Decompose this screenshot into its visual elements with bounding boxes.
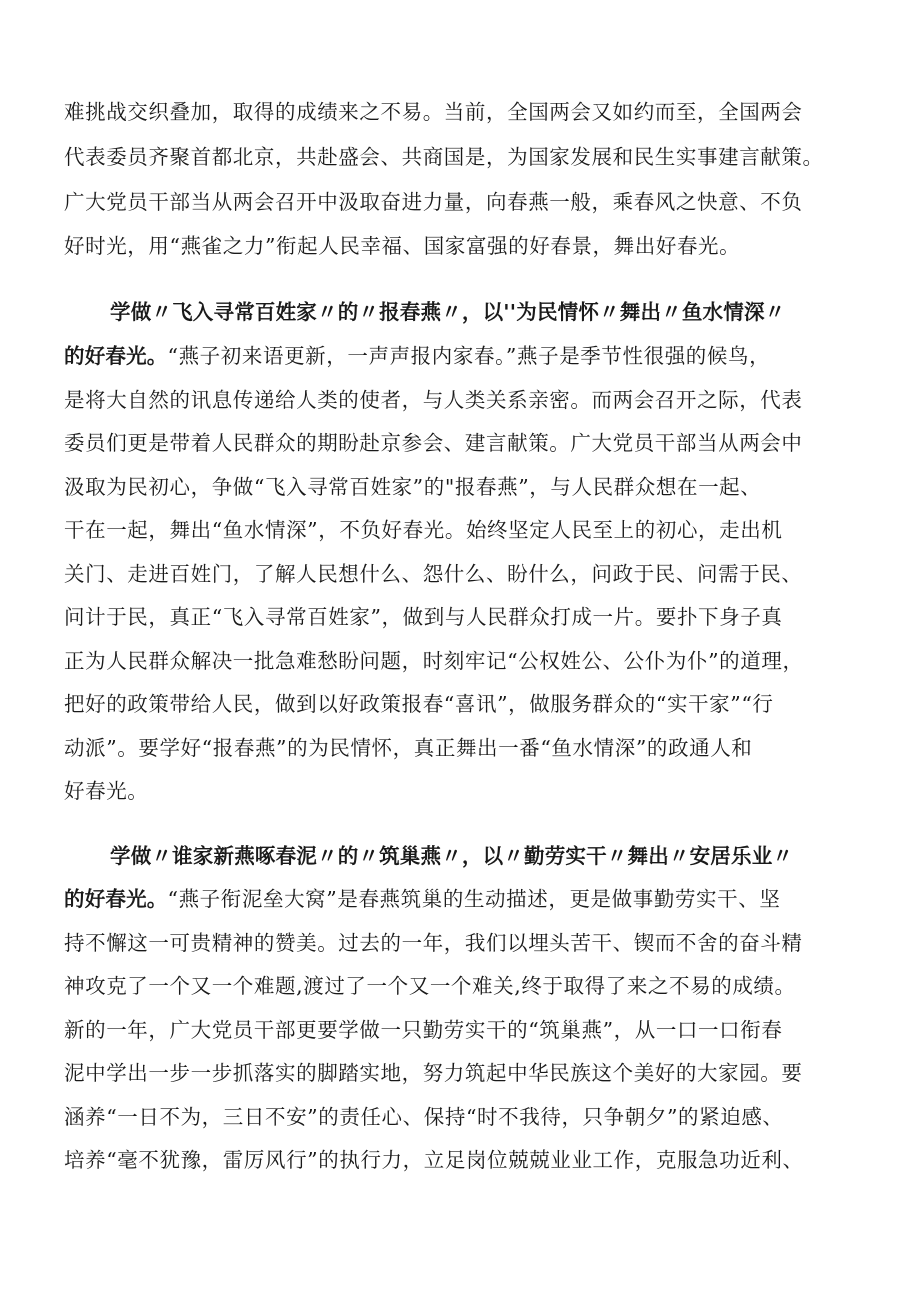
section2-heading-end: 的好春光。 <box>64 887 168 911</box>
section1-line: 汲取为民初心，争做“飞入寻常百姓家”的"报春燕”，与人民群众想在一起、 <box>64 475 762 499</box>
section1-line: 是将大自然的讯息传递给人类的使者，与人类关系亲密。而两会召开之际，代表 <box>64 388 803 412</box>
section2-line: 新的一年，广大党员干部更要学做一只勤劳实干的“筑巢燕”，从一口一口衔春 <box>64 1018 783 1042</box>
section2-heading-continuation <box>64 879 894 919</box>
section2-text-start: “燕子衔泥垒大窝”是春燕筑巢的生动描述，更是做事勤劳实干、坚 <box>167 887 781 911</box>
section1-line: 正为人民群众解决一批急难愁盼问题，时刻牢记“公权姓公、公仆为仆”的道理， <box>64 649 804 673</box>
section2-line: 神攻克了一个又一个难题,渡过了一个又一个难关,终于取得了来之不易的成绩。 <box>64 974 796 998</box>
section1-heading: 学做〃飞入寻常百姓家〃的〃报春燕〃，以''为民情怀〃舞出〃鱼水情深〃 <box>110 300 786 324</box>
intro-line: 难挑战交织叠加，取得的成绩来之不易。当前，全国两会又如约而至，全国两会 <box>64 100 803 124</box>
section2-line: 涵养“一日不为，三日不安”的责任心、保持“时不我待，只争朝夕”的紧迫感、 <box>64 1105 784 1129</box>
section2-heading: 学做〃谁家新燕啄春泥〃的〃筑巢燕〃，以〃勤劳实干〃舞出〃安居乐业〃 <box>110 844 794 868</box>
section1-line: 干在一起，舞出“鱼水情深”，不负好春光。始终坚定人民至上的初心，走出机 <box>64 518 783 542</box>
section1-line: 委员们更是带着人民群众的期盼赴京参会、建言献策。广大党员干部当从两会中 <box>64 431 803 455</box>
section2-line: 持不懈这一可贵精神的赞美。过去的一年，我们以埋头苦干、锲而不舍的奋斗精 <box>64 931 803 955</box>
section1-text-start: “燕子初来语更新，一声声报内家春。”燕子是季节性很强的候鸟， <box>167 344 771 368</box>
section1-line: 动派”。要学好“报春燕”的为民情怀，真正舞出一番“鱼水情深”的政通人和 <box>64 736 753 760</box>
section2-line: 培养“毫不犹豫，雷厉风行”的执行力，立足岗位兢兢业业工作，克服急功近利、 <box>64 1148 804 1172</box>
section2-line: 泥中学出一步一步抓落实的脚踏实地，努力筑起中华民族这个美好的大家园。要 <box>64 1061 803 1085</box>
section1-line: 好春光。 <box>64 779 149 803</box>
section1-heading-continuation <box>64 336 894 376</box>
section1-line: 问计于民，真正“飞入寻常百姓家”，做到与人民群众打成一片。要扑下身子真 <box>64 605 783 629</box>
intro-line: 广大党员干部当从两会召开中汲取奋进力量，向春燕一般，乘春风之快意、不负 <box>64 190 803 214</box>
intro-line: 代表委员齐聚首都北京，共赴盛会、共商国是，为国家发展和民生实事建言献策。 <box>64 145 824 169</box>
section1-line: 把好的政策带给人民，做到以好政策报春“喜讯”，做服务群众的“实干家”“行 <box>64 692 774 716</box>
section1-heading-end: 的好春光。 <box>64 344 168 368</box>
intro-line: 好时光，用“燕雀之力”衔起人民幸福、国家富强的好春景，舞出好春光。 <box>64 234 741 258</box>
section1-line: 关门、走进百姓门，了解人民想什么、怨什么、盼什么，问政于民、问需于民、 <box>64 562 803 586</box>
